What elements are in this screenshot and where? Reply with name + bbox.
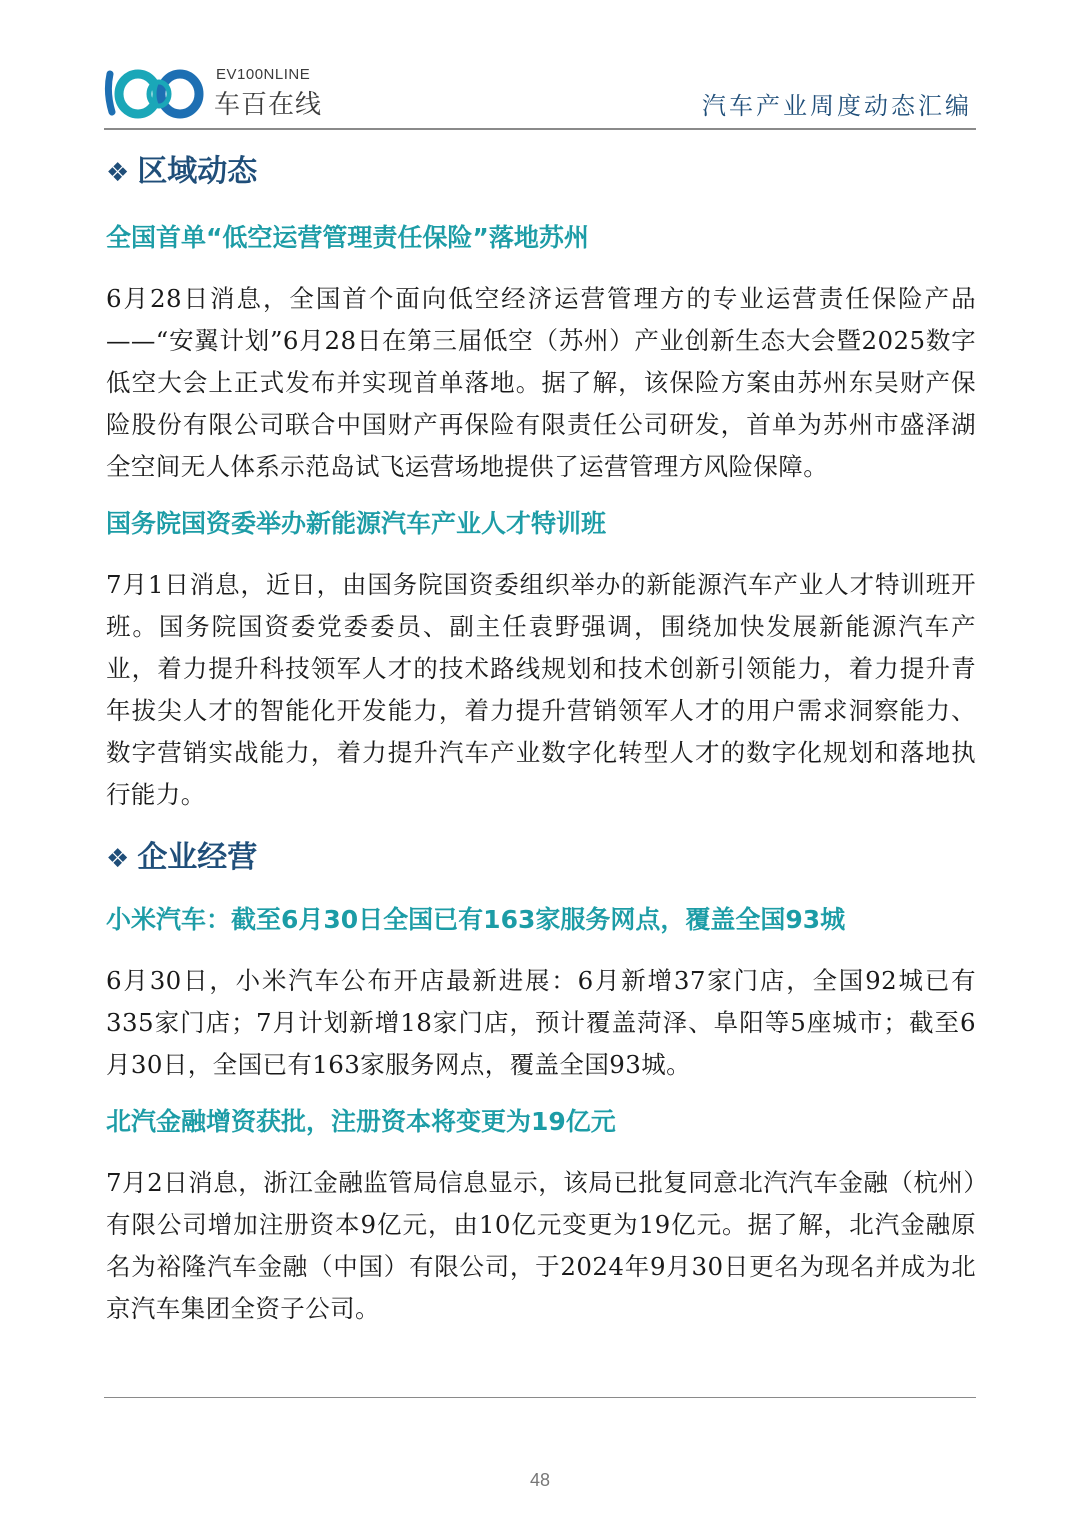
page-header [104, 62, 976, 130]
ev100-logo-icon [104, 62, 214, 122]
page-content [106, 150, 976, 1330]
diamond-bullet-icon: ❖ [106, 158, 130, 188]
article-title: 全国首单“低空运营管理责任保险”落地苏州 [106, 223, 589, 252]
document-title: 汽车产业周度动态汇编 [702, 92, 972, 120]
article-body: 6月28日消息，全国首个面向低空经济运营管理方的专业运营责任保险产品——“安翼计划”6月28日在第三届低空（苏州）产业创新生态大会暨2025数字低空大会上正式发布并实现首单落地。据了解，该保险方案由苏州东吴财产保险股份有限公司联合中国财产再保险有限责任公司研发，首单为苏州市盛泽湖全空间无人体系示范岛试飞运营场地提供了运营管理方风险保障。 [106, 284, 976, 481]
header-divider [104, 128, 976, 130]
article-title: 小米汽车：截至6月30日全国已有163家服务网点，覆盖全国93城 [106, 905, 846, 934]
logo [104, 62, 324, 122]
article-title: 国务院国资委举办新能源汽车产业人才特训班 [106, 509, 607, 538]
article-title: 北汽金融增资获批，注册资本将变更为19亿元 [106, 1107, 616, 1136]
article-body: 6月30日，小米汽车公布开店最新进展：6月新增37家门店，全国92城已有335家门店；7月计划新增18家门店，预计覆盖菏泽、阜阳等5座城市；截至6月30日，全国已有163家服务网点，覆盖全国93城。 [106, 966, 976, 1079]
article-body: 7月1日消息，近日，由国务院国资委组织举办的新能源汽车产业人才特训班开班。国务院国资委党委委员、副主任袁野强调，围绕加快发展新能源汽车产业，着力提升科技领军人才的技术路线规划和技术创新引领能力，着力提升青年拔尖人才的智能化开发能力，着力提升营销领军人才的用户需求洞察能力、数字营销实战能力，着力提升汽车产业数字化转型人才的数字化规划和落地执行能力。 [106, 570, 976, 809]
section-title-business: ❖ 企业经营 [106, 840, 258, 875]
footer-divider [104, 1397, 976, 1398]
diamond-bullet-icon: ❖ [106, 844, 130, 874]
logo-chinese: 车百在线 [214, 90, 323, 120]
article-body: 7月2日消息，浙江金融监管局信息显示，该局已批复同意北汽汽车金融（杭州）有限公司增加注册资本9亿元，由10亿元变更为19亿元。据了解，北汽金融原名为裕隆汽车金融（中国）有限公司，于2024年9月30日更名为现名并成为北京汽车集团全资子公司。 [106, 1168, 976, 1323]
page-number: 48 [529, 1470, 551, 1490]
section-title-regional: ❖ 区域动态 [106, 154, 258, 189]
logo-english: EV100NLINE [216, 66, 311, 83]
